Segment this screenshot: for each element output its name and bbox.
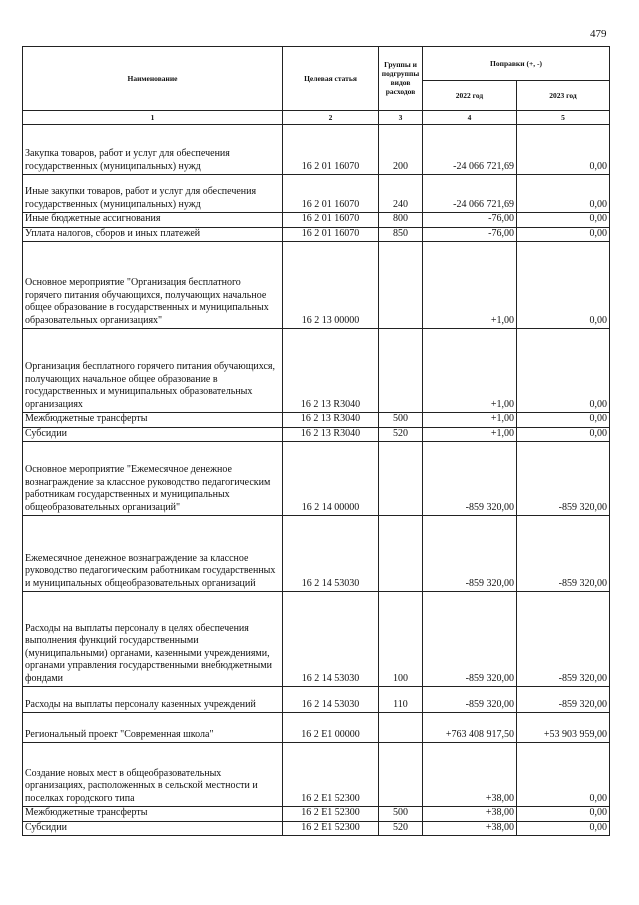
row-amount-2022: +38,00 <box>423 743 517 807</box>
row-target-article: 16 2 E1 52300 <box>283 807 379 822</box>
row-amount-2022: +1,00 <box>423 242 517 329</box>
row-expense-group: 850 <box>379 227 423 242</box>
row-amount-2023: 0,00 <box>517 213 610 228</box>
row-name: Уплата налогов, сборов и иных платежей <box>23 227 283 242</box>
row-name: Межбюджетные трансферты <box>23 413 283 428</box>
table-row <box>23 592 610 687</box>
row-amount-2022: -859 320,00 <box>423 516 517 592</box>
row-expense-group <box>379 442 423 516</box>
budget-amendments-table <box>22 46 610 836</box>
row-amount-2022: -859 320,00 <box>423 592 517 687</box>
row-target-article: 16 2 01 16070 <box>283 213 379 228</box>
table-row <box>23 821 610 836</box>
row-amount-2023: 0,00 <box>517 427 610 442</box>
table-row <box>23 213 610 228</box>
header-name: Наименование <box>23 47 283 111</box>
row-target-article: 16 2 01 16070 <box>283 227 379 242</box>
row-expense-group <box>379 242 423 329</box>
row-expense-group: 800 <box>379 213 423 228</box>
row-expense-group: 100 <box>379 592 423 687</box>
row-name: Основное мероприятие "Ежемесячное денежное вознаграждение за классное руководство педагогическим работникам государственных и муниципальных общеобразовательных организаций" <box>23 442 283 516</box>
table-row <box>23 807 610 822</box>
table-row <box>23 442 610 516</box>
row-amount-2023: 0,00 <box>517 821 610 836</box>
row-expense-group <box>379 713 423 743</box>
table-row <box>23 516 610 592</box>
row-expense-group: 520 <box>379 427 423 442</box>
row-name: Региональный проект "Современная школа" <box>23 713 283 743</box>
row-amount-2023: +53 903 959,00 <box>517 713 610 743</box>
row-amount-2023: -859 320,00 <box>517 442 610 516</box>
row-expense-group: 240 <box>379 175 423 213</box>
row-name: Расходы на выплаты персоналу казенных учреждений <box>23 687 283 713</box>
row-target-article: 16 2 13 R3040 <box>283 427 379 442</box>
row-amount-2023: 0,00 <box>517 175 610 213</box>
row-target-article: 16 2 14 53030 <box>283 592 379 687</box>
row-amount-2022: +38,00 <box>423 821 517 836</box>
header-year-2023: 2023 год <box>517 81 610 111</box>
column-number: 3 <box>379 111 423 125</box>
row-target-article: 16 2 13 00000 <box>283 242 379 329</box>
row-expense-group: 500 <box>379 413 423 428</box>
row-amount-2023: 0,00 <box>517 329 610 413</box>
page-number: 479 <box>590 28 607 40</box>
row-target-article: 16 2 01 16070 <box>283 175 379 213</box>
row-name: Расходы на выплаты персоналу в целях обеспечения выполнения функций государственными (муниципальными) органами, казенными учреждениями, органами управления государственными внебюджетными фондами <box>23 592 283 687</box>
header-expense-groups: Группы и подгруппы видов расходов <box>379 47 423 111</box>
row-amount-2023: 0,00 <box>517 413 610 428</box>
row-name: Закупка товаров, работ и услуг для обеспечения государственных (муниципальных) нужд <box>23 125 283 175</box>
row-expense-group <box>379 329 423 413</box>
row-expense-group <box>379 743 423 807</box>
table-row <box>23 743 610 807</box>
row-name: Ежемесячное денежное вознаграждение за классное руководство педагогическим работникам государственных и муниципальных общеобразовательных организаций <box>23 516 283 592</box>
table-row <box>23 227 610 242</box>
row-expense-group: 520 <box>379 821 423 836</box>
table-row <box>23 242 610 329</box>
row-target-article: 16 2 E1 52300 <box>283 743 379 807</box>
column-number: 4 <box>423 111 517 125</box>
table-row <box>23 687 610 713</box>
row-amount-2022: -76,00 <box>423 213 517 228</box>
column-number: 2 <box>283 111 379 125</box>
row-name: Межбюджетные трансферты <box>23 807 283 822</box>
row-amount-2022: +1,00 <box>423 427 517 442</box>
row-expense-group: 500 <box>379 807 423 822</box>
header-target-article: Целевая статья <box>283 47 379 111</box>
row-target-article: 16 2 14 53030 <box>283 687 379 713</box>
header-amendments: Поправки (+, -) <box>423 47 610 81</box>
row-amount-2022: -24 066 721,69 <box>423 175 517 213</box>
row-amount-2023: 0,00 <box>517 227 610 242</box>
row-amount-2023: 0,00 <box>517 807 610 822</box>
row-amount-2023: 0,00 <box>517 125 610 175</box>
row-target-article: 16 2 01 16070 <box>283 125 379 175</box>
table-body <box>23 125 610 836</box>
table-row <box>23 713 610 743</box>
row-amount-2022: -24 066 721,69 <box>423 125 517 175</box>
row-name: Иные бюджетные ассигнования <box>23 213 283 228</box>
row-amount-2023: -859 320,00 <box>517 592 610 687</box>
row-target-article: 16 2 E1 00000 <box>283 713 379 743</box>
row-name: Создание новых мест в общеобразовательных организациях, расположенных в сельской местности и поселках городского типа <box>23 743 283 807</box>
row-name: Организация бесплатного горячего питания обучающихся, получающих начальное общее образование в государственных и муниципальных образовательных организациях <box>23 329 283 413</box>
row-name: Иные закупки товаров, работ и услуг для обеспечения государственных (муниципальных) нужд <box>23 175 283 213</box>
row-amount-2022: +1,00 <box>423 329 517 413</box>
row-amount-2023: 0,00 <box>517 242 610 329</box>
table-row <box>23 329 610 413</box>
table-row <box>23 175 610 213</box>
row-amount-2022: -859 320,00 <box>423 687 517 713</box>
table-row <box>23 427 610 442</box>
row-amount-2023: -859 320,00 <box>517 516 610 592</box>
row-name: Субсидии <box>23 821 283 836</box>
row-amount-2022: +763 408 917,50 <box>423 713 517 743</box>
column-number: 1 <box>23 111 283 125</box>
row-target-article: 16 2 13 R3040 <box>283 413 379 428</box>
column-number: 5 <box>517 111 610 125</box>
row-expense-group: 110 <box>379 687 423 713</box>
row-amount-2022: +38,00 <box>423 807 517 822</box>
row-target-article: 16 2 13 R3040 <box>283 329 379 413</box>
row-target-article: 16 2 14 00000 <box>283 442 379 516</box>
row-name: Субсидии <box>23 427 283 442</box>
row-target-article: 16 2 14 53030 <box>283 516 379 592</box>
row-name: Основное мероприятие "Организация бесплатного горячего питания обучающихся, получающих начальное общее образование в государственных и муниципальных образовательных организациях" <box>23 242 283 329</box>
row-amount-2022: +1,00 <box>423 413 517 428</box>
row-amount-2022: -859 320,00 <box>423 442 517 516</box>
header-year-2022: 2022 год <box>423 81 517 111</box>
row-expense-group: 200 <box>379 125 423 175</box>
row-expense-group <box>379 516 423 592</box>
table-row <box>23 413 610 428</box>
row-amount-2023: -859 320,00 <box>517 687 610 713</box>
table-row <box>23 125 610 175</box>
row-amount-2023: 0,00 <box>517 743 610 807</box>
row-target-article: 16 2 E1 52300 <box>283 821 379 836</box>
row-amount-2022: -76,00 <box>423 227 517 242</box>
